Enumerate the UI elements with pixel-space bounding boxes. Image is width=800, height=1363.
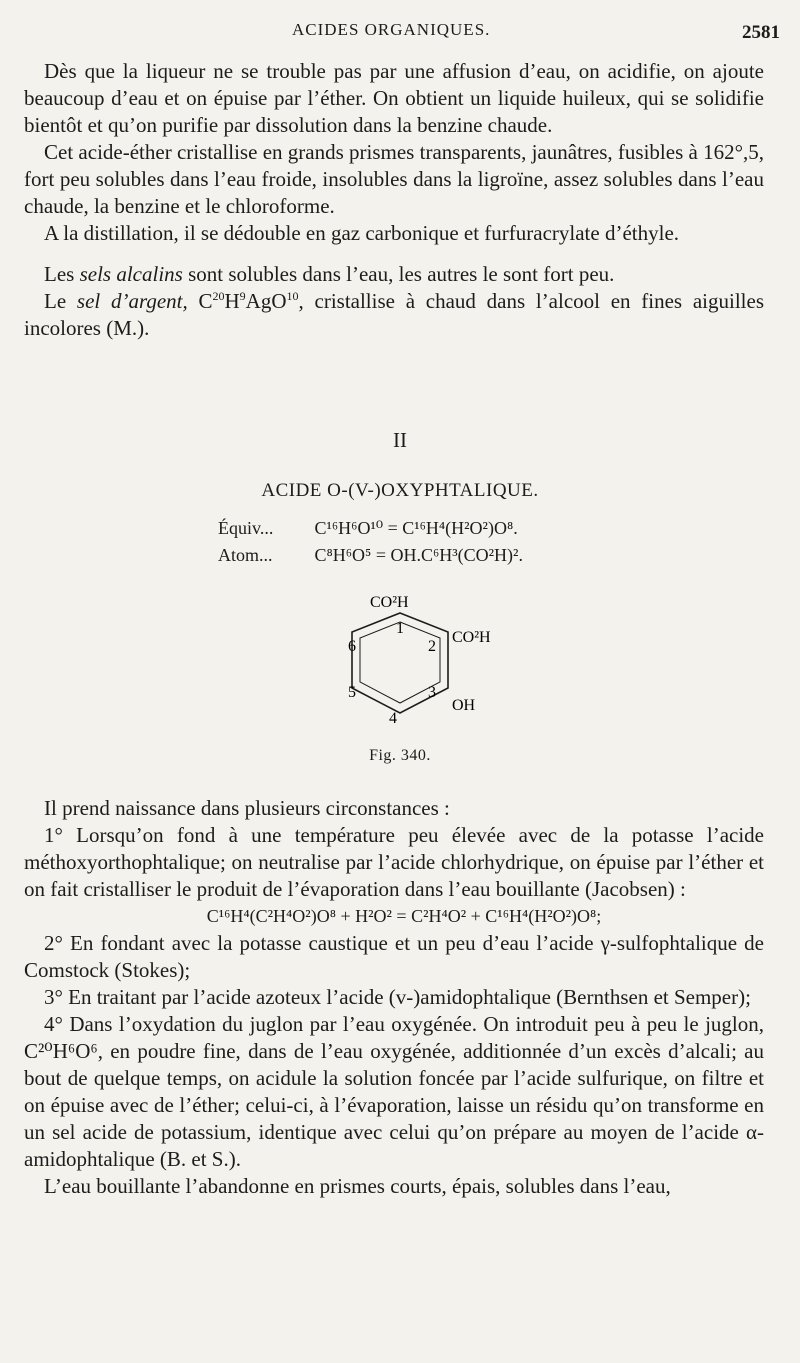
position-5: 5 xyxy=(348,684,356,701)
section-title: ACIDE O-(V-)OXYPHTALIQUE. xyxy=(261,480,539,501)
formula-sup: 10 xyxy=(286,289,299,303)
body-block xyxy=(24,795,764,1200)
page-number: 2581 xyxy=(742,22,780,43)
position-1: 1 xyxy=(396,620,404,637)
formula-part: AgO xyxy=(245,289,287,313)
equiv-label: Équiv... xyxy=(218,518,274,538)
atom-formula: C⁸H⁶O⁵ = OH.C⁶H³(CO²H)². xyxy=(314,545,523,565)
position-3: 3 xyxy=(428,684,436,701)
text: Les xyxy=(44,262,80,286)
paragraph-item-3: 3° En traitant par l’acide azoteux l’acide (v-)amidophtalique (Bernthsen et Semper); xyxy=(44,985,751,1009)
paragraph-item-2: 2° En fondant avec la potasse caustique et un peu d’eau l’acide γ-sulfophtalique de Comstock (Stokes); xyxy=(24,931,764,982)
formula-part: H xyxy=(224,289,240,313)
top-group-label: CO²H xyxy=(370,594,409,611)
atom-formula-line xyxy=(218,545,523,566)
paragraph: Cet acide-éther cristallise en grands prismes transparents, jaunâtres, fusibles à 162°,5, fort peu solubles dans l’eau froide, insolubles dans la ligroïne, assez solubles dans l’eau chaude, la benzine et le chloroforme. xyxy=(24,140,764,218)
position-4: 4 xyxy=(389,710,397,727)
position-6: 6 xyxy=(348,638,356,655)
paragraph: Dès que la liqueur ne se trouble pas par une affusion d’eau, on acidifie, on ajoute beaucoup d’eau et on épuise par l’éther. On obtient un liquide huileux, qui se solidifie bientôt et qu’on purifie par dissolution dans la benzine chaude. xyxy=(24,59,764,137)
section-numeral: II xyxy=(393,428,407,452)
formula-sup: 9 xyxy=(239,289,246,303)
paragraph-item-4: 4° Dans l’oxydation du juglon par l’eau oxygénée. On introduit peu à peu le juglon, C²⁰H⁶O⁶, en poudre fine, dans de l’eau oxygénée, additionnée d’un excès d’alcali; au bout de quelque temps, on acidule la solution foncée par l’acide sulfurique, on filtre et on épuise avec de l’éther; celui-ci, à l’évaporation, laisse un résidu qu’on transforme en un sel acide de potassium, identique avec celui qu’on prépare au moyen de l’acide α-amidophtalique (B. et S.). xyxy=(24,1012,764,1171)
intro-block xyxy=(24,58,764,342)
formula-sup: 20 xyxy=(212,289,225,303)
text: sont solubles dans l’eau, les autres le sont fort peu. xyxy=(182,262,615,286)
equiv-formula-line xyxy=(218,518,518,539)
paragraph: A la distillation, il se dédouble en gaz carbonique et furfuracrylate d’éthyle. xyxy=(44,221,680,245)
paragraph-lead: Il prend naissance dans plusieurs circonstances : xyxy=(44,796,450,820)
right-group-label: CO²H xyxy=(452,629,491,646)
paragraph-last: L’eau bouillante l’abandonne en prismes courts, épais, solubles dans l’eau, xyxy=(44,1174,671,1198)
paragraph-alkaline-salts xyxy=(24,261,764,288)
position-2: 2 xyxy=(428,638,436,655)
equiv-formula: C¹⁶H⁶O¹⁰ = C¹⁶H⁴(H²O²)O⁸. xyxy=(314,518,518,538)
page-header xyxy=(0,18,800,48)
paragraph-silver-salt xyxy=(24,288,764,342)
figure-caption: Fig. 340. xyxy=(369,747,431,764)
running-title: ACIDES ORGANIQUES. xyxy=(292,20,491,39)
atom-label: Atom... xyxy=(218,545,273,565)
text: , cristallise à chaud dans l’alcool en fines aiguilles incolores (M.). xyxy=(24,289,764,340)
emphasis: sel d’argent, xyxy=(76,289,188,313)
formula-part: C xyxy=(187,289,213,313)
text: Le xyxy=(44,289,77,313)
equation: C¹⁶H⁴(C²H⁴O²)O⁸ + H²O² = C²H⁴O² + C¹⁶H⁴(H²O²)O⁸; xyxy=(206,906,602,926)
paragraph-item-1: 1° Lorsqu’on fond à une température peu élevée avec de la potasse l’acide méthoxyorthophtalique; on neutralise par l’acide chlorhydrique, on épuise par l’éther et on fait cristalliser le produit de l’évaporation dans l’eau bouillante (Jacobsen) : xyxy=(24,823,764,901)
oh-group-label: OH xyxy=(452,697,476,714)
benzene-ring-diagram xyxy=(320,585,520,745)
emphasis: sels alcalins xyxy=(79,262,183,286)
